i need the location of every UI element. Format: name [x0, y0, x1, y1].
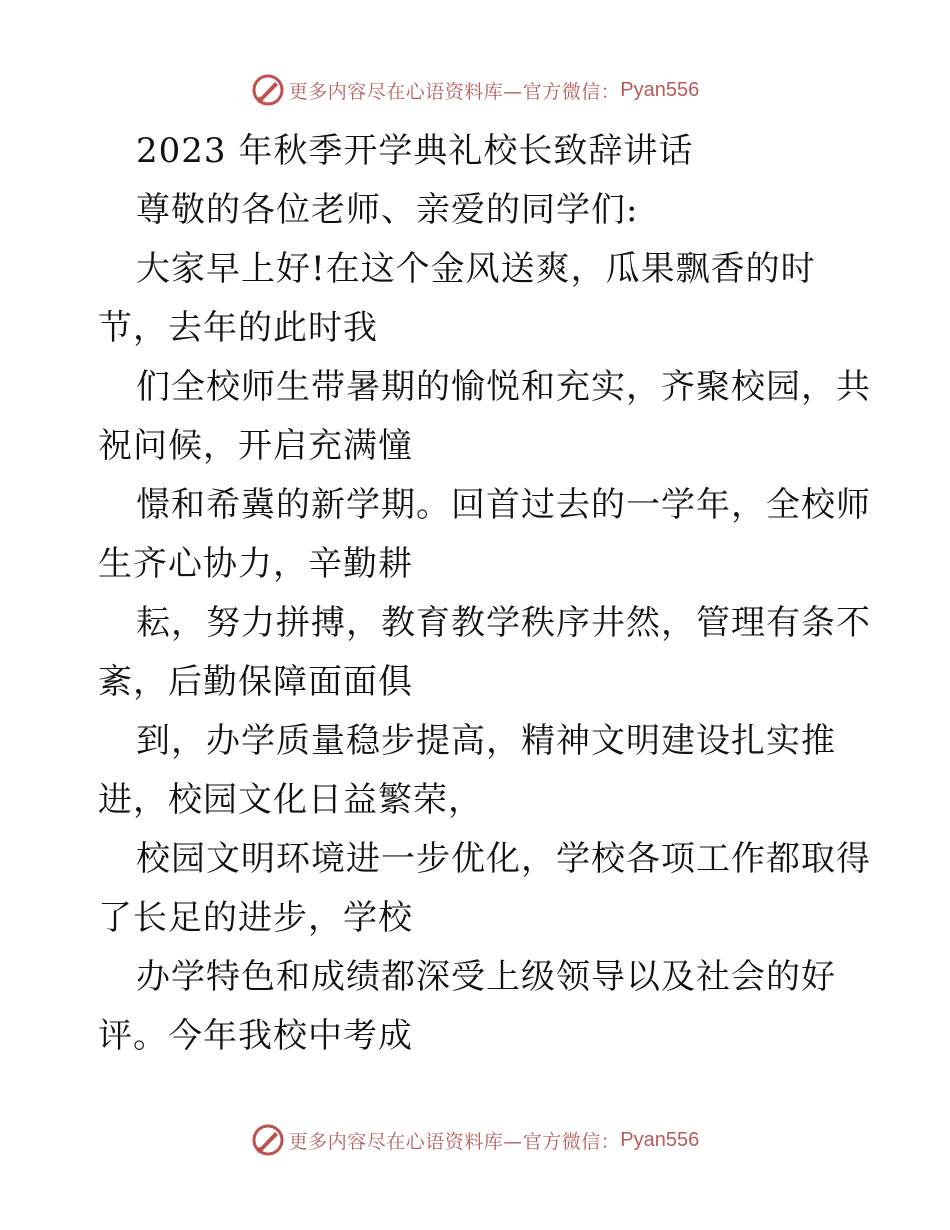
- pen-logo-icon: [251, 1123, 285, 1157]
- pen-logo-icon: [251, 73, 285, 107]
- text-line: 尊敬的各位老师、亲爱的同学们:: [136, 190, 639, 230]
- document-title: 2023 年秋季开学典礼校长致辞讲话: [136, 131, 694, 171]
- text-line: 紊，后勤保障面面俱: [98, 662, 413, 702]
- text-line: 耘，努力拼搏，教育教学秩序井然，管理有条不: [136, 603, 871, 643]
- text-line: 进，校园文化日益繁荣，: [98, 780, 483, 820]
- watermark-text: 更多内容尽在心语资料库—官方微信：: [288, 80, 621, 103]
- document-body: [98, 122, 871, 1066]
- text-line: 憬和希冀的新学期。回首过去的一学年，全校师: [136, 485, 871, 525]
- text-line: 评。今年我校中考成: [98, 1016, 413, 1056]
- text-line: 校园文明环境进一步优化，学校各项工作都取得: [136, 839, 871, 879]
- text-line: 祝问候，开启充满憧: [98, 426, 413, 466]
- watermark-wechat-id: Pyan556: [620, 78, 700, 101]
- text-line: 节，去年的此时我: [98, 308, 378, 348]
- text-line: 到，办学质量稳步提高，精神文明建设扎实推: [136, 721, 836, 761]
- header-watermark: [0, 70, 950, 110]
- text-line: 办学特色和成绩都深受上级领导以及社会的好: [136, 957, 836, 997]
- text-line: 们全校师生带暑期的愉悦和充实，齐聚校园，共: [136, 367, 871, 407]
- footer-watermark: [0, 1120, 950, 1160]
- text-line: 生齐心协力，辛勤耕: [98, 544, 413, 584]
- text-line: 了长足的进步，学校: [98, 898, 413, 938]
- text-line: 大家早上好!在这个金风送爽，瓜果飘香的时: [136, 249, 816, 289]
- watermark-wechat-id: Pyan556: [620, 1128, 700, 1151]
- watermark-text: 更多内容尽在心语资料库—官方微信：: [288, 1130, 621, 1153]
